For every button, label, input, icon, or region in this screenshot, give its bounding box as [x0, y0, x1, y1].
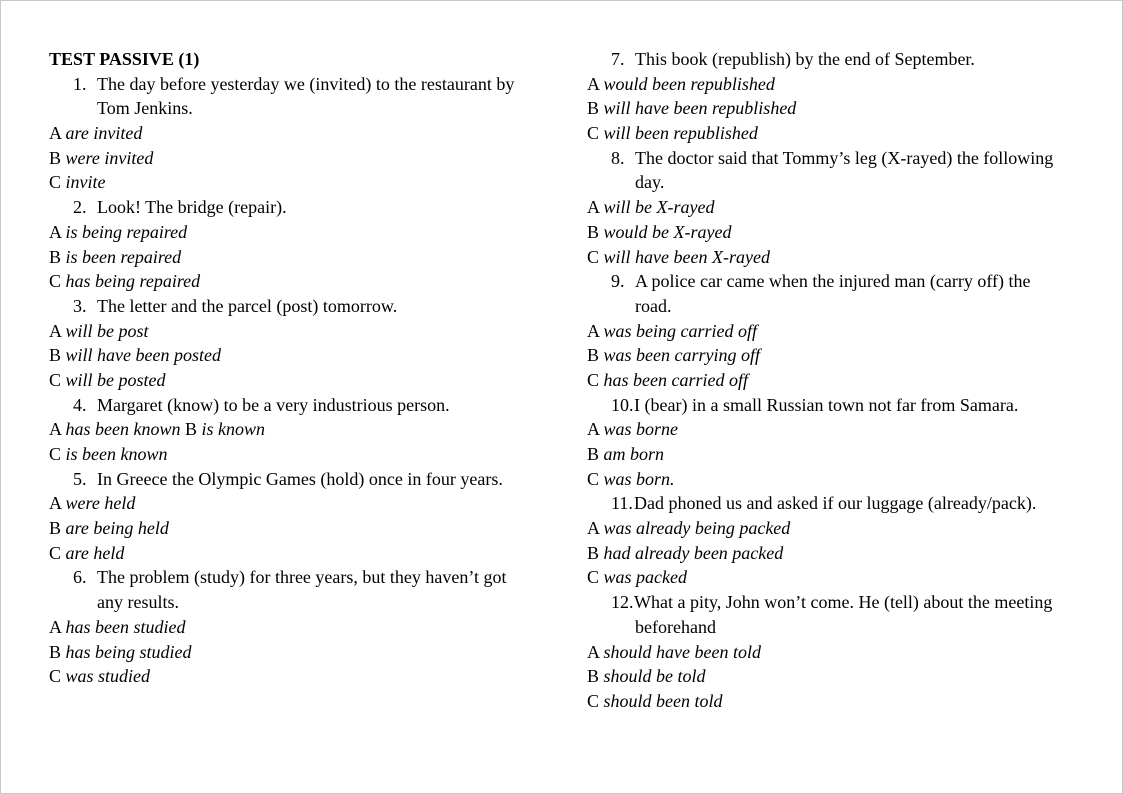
question-text: This book (republish) by the end of September.: [635, 49, 975, 69]
question-text: I (bear) in a small Russian town not far from Samara.: [634, 394, 1019, 415]
option-c: C was studied: [49, 666, 151, 687]
question-number: 9.: [611, 271, 625, 292]
option-b: B is been repaired: [49, 246, 182, 267]
question-10: [587, 393, 1087, 492]
option-a: A will be X-rayed: [587, 197, 715, 218]
option-a: A were held: [49, 493, 136, 514]
left-column: [49, 47, 549, 689]
question-text-continued: day.: [635, 172, 665, 193]
question-4: [49, 393, 549, 467]
question-number: 6.: [73, 567, 87, 588]
question-text-continued: road.: [635, 295, 672, 316]
question-text: The problem (study) for three years, but they haven’t got: [97, 567, 507, 588]
option-a: A should have been told: [587, 641, 761, 662]
option-b: B will have been republished: [587, 98, 797, 119]
option-c: C should been told: [587, 690, 723, 711]
question-number: 4.: [73, 394, 87, 415]
question-number: 1.: [73, 73, 87, 94]
option-c: C has being repaired: [49, 271, 201, 292]
option-c: C will have been X-rayed: [587, 246, 770, 267]
question-number: 2.: [73, 197, 87, 218]
question-2: [49, 195, 549, 294]
option-c: C will been republished: [587, 123, 758, 144]
option-c: C was packed: [587, 567, 687, 588]
question-12: [587, 590, 1087, 713]
question-text: What a pity, John won’t come. He (tell) about the meeting: [634, 592, 1053, 613]
option-c: C invite: [49, 172, 106, 193]
option-a: A was borne: [587, 419, 679, 440]
option-c: C has been carried off: [587, 369, 748, 390]
option-b: B would be X-rayed: [587, 221, 732, 242]
option-b: B had already been packed: [587, 542, 784, 563]
question-text: The doctor said that Tommy’s leg (X-rayed) the following: [635, 147, 1054, 168]
question-text-continued: any results.: [97, 592, 179, 613]
question-number: 3.: [73, 295, 87, 316]
question-number: 5.: [73, 468, 87, 489]
question-text: The letter and the parcel (post) tomorrow.: [97, 295, 398, 316]
question-7: [587, 47, 1087, 146]
question-text: Margaret (know) to be a very industrious person.: [97, 394, 450, 415]
question-number: 10.: [611, 394, 634, 415]
option-c: C are held: [49, 542, 125, 563]
option-b: B has being studied: [49, 641, 192, 662]
question-1: [49, 72, 549, 195]
option-b: B are being held: [49, 518, 169, 539]
question-text-continued: beforehand: [635, 616, 716, 637]
page-title: TEST PASSIVE (1): [49, 49, 200, 69]
question-text: A police car came when the injured man (carry off) the: [635, 271, 1031, 292]
option-c: C is been known: [49, 444, 168, 464]
question-text: The day before yesterday we (invited) to the restaurant by: [97, 73, 515, 94]
option-b: B were invited: [49, 147, 154, 168]
option-c: C was born.: [587, 468, 675, 489]
question-5: [49, 467, 549, 566]
option-a: A was already being packed: [587, 518, 791, 539]
option-a: A is being repaired: [49, 221, 188, 242]
question-text-continued: Tom Jenkins.: [97, 98, 193, 119]
option-a-b: A has been known B is known: [49, 419, 266, 440]
option-b: B should be told: [587, 666, 706, 687]
option-b: B was been carrying off: [587, 345, 760, 366]
question-text: Look! The bridge (repair).: [97, 197, 287, 218]
question-number: 12.: [611, 592, 634, 613]
option-a: A would been republished: [587, 73, 775, 94]
question-number: 11.: [611, 493, 633, 514]
option-a: A will be post: [49, 320, 149, 341]
option-b: B will have been posted: [49, 345, 221, 366]
right-column: [587, 47, 1087, 714]
question-number: 7.: [611, 49, 625, 69]
question-8: [587, 146, 1087, 269]
option-c: C will be posted: [49, 369, 166, 390]
option-a: A was being carried off: [587, 320, 758, 341]
question-number: 8.: [611, 147, 625, 168]
option-a: A has been studied: [49, 616, 186, 637]
question-text: In Greece the Olympic Games (hold) once in four years.: [97, 468, 503, 489]
question-11: [587, 491, 1087, 590]
question-9: [587, 269, 1087, 392]
question-3: [49, 294, 549, 393]
question-6: [49, 565, 549, 688]
option-a: A are invited: [49, 123, 143, 144]
question-text: Dad phoned us and asked if our luggage (already/pack).: [634, 493, 1037, 514]
option-b: B am born: [587, 444, 665, 464]
